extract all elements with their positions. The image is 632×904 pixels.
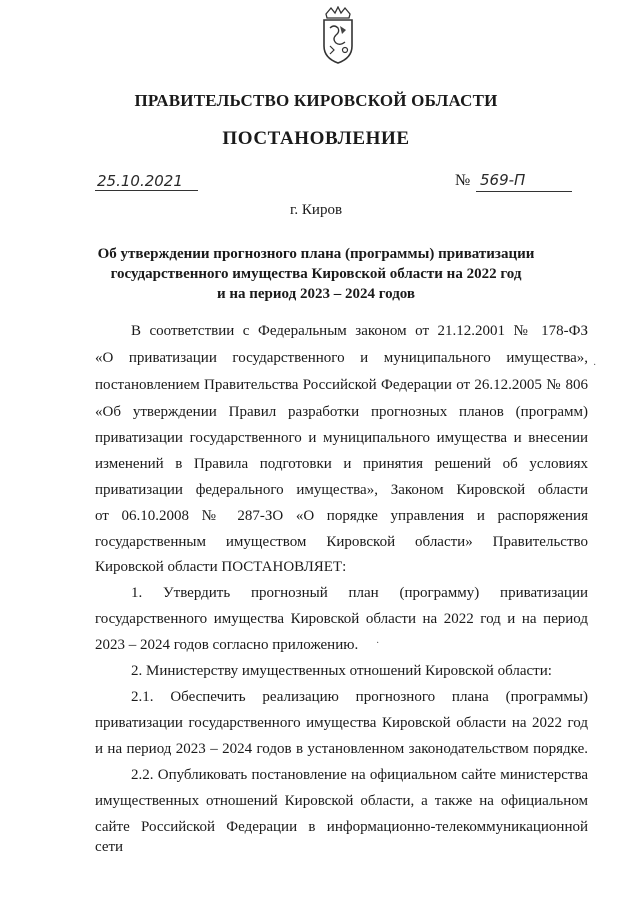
city: г. Киров xyxy=(289,202,343,218)
scan-speck: · xyxy=(376,638,380,649)
item-2-2-line: имущественных отношений Кировской области, а также на официальном xyxy=(95,793,588,809)
preamble-line: государственным имуществом Кировской области» Правительство xyxy=(95,534,588,550)
preamble-line: приватизации федерального имущества», Законом Кировской области xyxy=(95,482,588,498)
preamble-line: изменений в Правила подготовки и принятия решений об условиях xyxy=(95,456,588,472)
item-1-line: 2023 – 2024 годов согласно приложению. xyxy=(95,637,359,653)
preamble-line: постановлением Правительства Российской Федерации от 26.12.2005 № 806 xyxy=(95,377,588,393)
item-2-line: 2. Министерству имущественных отношений Кировской области: xyxy=(131,663,552,679)
item-1-line: 1. Утвердить прогнозный план (программу) приватизации xyxy=(131,585,588,601)
preamble-line: Кировской области ПОСТАНОВЛЯЕТ: xyxy=(95,559,347,575)
document-number: 569-П xyxy=(480,171,526,189)
date-underline xyxy=(95,190,198,191)
preamble-line: В соответствии с Федеральным законом от 21.12.2001 № 178-ФЗ xyxy=(131,323,588,339)
document-date: 25.10.2021 xyxy=(97,172,183,190)
preamble-line: приватизации государственного и муниципального имущества и внесении xyxy=(95,430,588,446)
scan-speck: · xyxy=(593,360,597,371)
organization-name: ПРАВИТЕЛЬСТВО КИРОВСКОЙ ОБЛАСТИ xyxy=(134,91,498,110)
item-2-1-line: 2.1. Обеспечить реализацию прогнозного плана (программы) xyxy=(131,689,588,705)
item-2-2-line: сайте Российской Федерации в информационно-телекоммуникационной сети xyxy=(95,819,588,855)
preamble-line: «Об утверждении Правил разработки прогнозных планов (программ) xyxy=(95,404,588,420)
preamble-line: от 06.10.2008 № 287-ЗО «О порядке управления и распоряжения xyxy=(95,508,588,524)
coat-of-arms-icon xyxy=(318,6,358,66)
preamble-line: «О приватизации государственного и муниципального имущества», xyxy=(95,350,588,366)
number-sign: № xyxy=(455,172,471,189)
item-1-line: государственного имущества Кировской области на 2022 год и на период xyxy=(95,611,588,627)
item-2-1-line: и на период 2023 – 2024 годов в установленном законодательством порядке. xyxy=(95,741,588,757)
number-underline xyxy=(476,191,572,192)
document-title-line: государственного имущества Кировской области на 2022 год xyxy=(110,266,522,282)
document-type: ПОСТАНОВЛЕНИЕ xyxy=(222,128,410,149)
document-title-line: Об утверждении прогнозного плана (программы) приватизации xyxy=(97,246,535,262)
item-2-1-line: приватизации государственного имущества Кировской области на 2022 год xyxy=(95,715,588,731)
document-title-line: и на период 2023 – 2024 годов xyxy=(216,286,416,302)
item-2-2-line: 2.2. Опубликовать постановление на официальном сайте министерства xyxy=(131,767,588,783)
